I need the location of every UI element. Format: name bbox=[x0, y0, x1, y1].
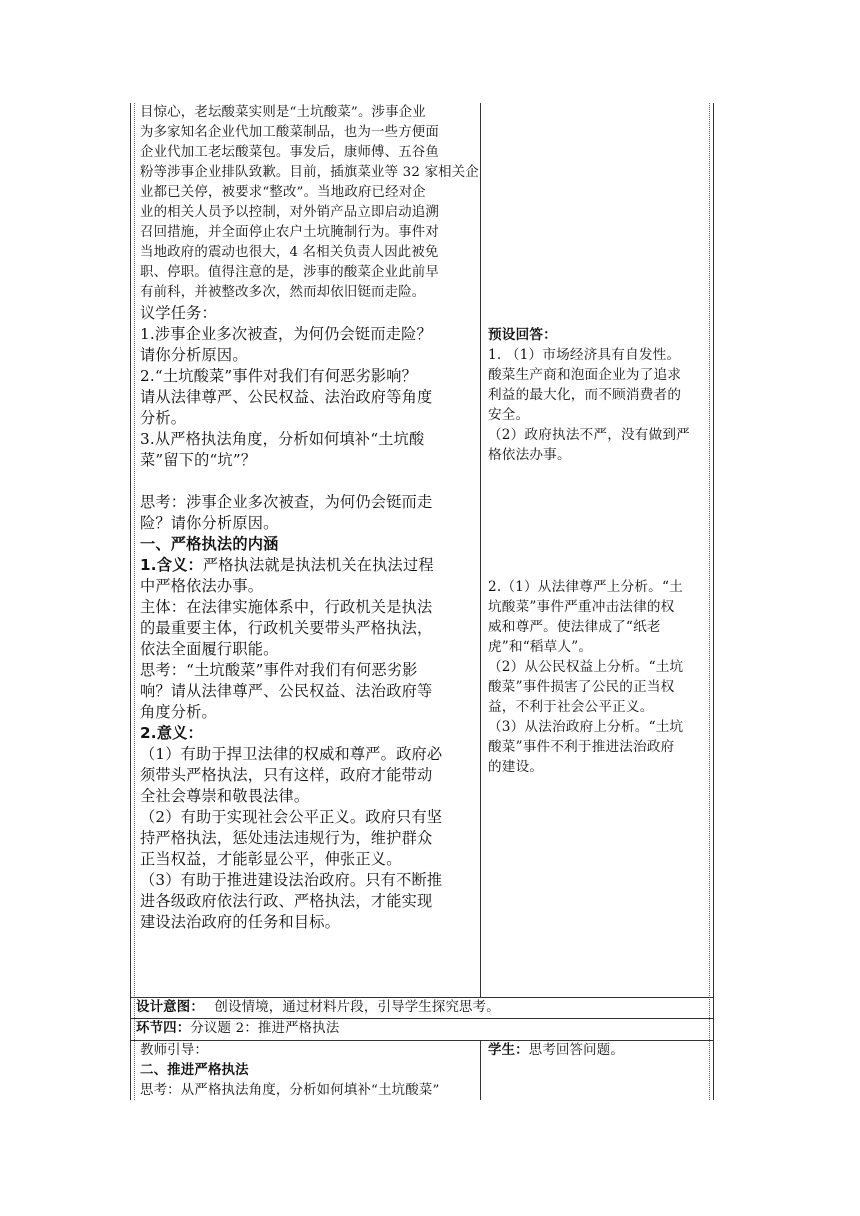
blank-line bbox=[140, 471, 484, 492]
definition bbox=[140, 555, 484, 576]
think-question-1-cont: 险？请你分析原因。 bbox=[140, 514, 279, 532]
answer-line: 酸菜生产商和泡面企业为了追求 bbox=[488, 367, 682, 383]
task-2-cont: 分析。 bbox=[140, 409, 187, 427]
answer-line: 2.（1）从法律尊严上分析。“土 bbox=[488, 579, 683, 595]
answer-line: 坑酸菜”事件严重冲击法律的权 bbox=[488, 599, 675, 615]
answer-line: 安全。 bbox=[488, 407, 530, 423]
significance-1: （1）有助于捍卫法律的权威和尊严。政府必 bbox=[140, 745, 443, 763]
stage-4-text: 分议题 2：推进严格执法 bbox=[190, 1021, 340, 1036]
preset-answer-1 bbox=[488, 325, 710, 465]
stage-4-label: 环节四： bbox=[136, 1021, 191, 1036]
answer-line: 的建设。 bbox=[488, 759, 544, 775]
answer-line: 酸菜”事件损害了公民的正当权 bbox=[488, 679, 675, 695]
student-text: 思考回答问题。 bbox=[528, 1043, 624, 1058]
teacher-guide-label: 教师引导： bbox=[140, 1043, 208, 1058]
table-border-right bbox=[713, 103, 714, 1100]
task-1: 1.涉事企业多次被查，为何仍会铤而走险？ bbox=[140, 325, 432, 343]
tasks-heading: 议学任务： bbox=[140, 304, 217, 322]
significance-3-cont: 进各级政府依法行政、严格执法，才能实现 bbox=[140, 892, 433, 910]
material-line: 目惊心，老坛酸菜实则是“土坑酸菜”。涉事企业 bbox=[140, 105, 426, 120]
definition-text: 严格执法就是执法机关在执法过程 bbox=[202, 556, 434, 574]
section-1-title: 一、严格执法的内涵 bbox=[140, 535, 279, 553]
student-label: 学生： bbox=[488, 1043, 529, 1058]
stage-4-row bbox=[136, 1019, 706, 1039]
answers-heading: 预设回答： bbox=[488, 327, 557, 343]
answer-line: 威和尊严。使法律成了“纸老 bbox=[488, 619, 661, 635]
student-activity bbox=[488, 1041, 710, 1061]
answer-line: 格依法办事。 bbox=[488, 447, 571, 463]
material-line: 为多家知名企业代加工酸菜制品，也为一些方便面 bbox=[140, 125, 439, 140]
task-3: 3.从严格执法角度，分析如何填补“土坑酸 bbox=[140, 430, 425, 448]
material-line: 职、停职。值得注意的是，涉事的酸菜企业此前早 bbox=[140, 265, 439, 280]
significance-1-cont: 须带头严格执法，只有这样，政府才能带动 bbox=[140, 766, 433, 784]
material-line: 粉等涉事企业排队致歉。目前，插旗菜业等 32 家相关企 bbox=[140, 165, 479, 180]
task-1-cont: 请你分析原因。 bbox=[140, 346, 248, 364]
subject-text: 的最重要主体，行政机关要带头严格执法， bbox=[140, 619, 433, 637]
answer-line: （3）从法治政府上分析。“土坑 bbox=[488, 719, 684, 735]
task-2-cont: 请从法律尊严、公民权益、法治政府等角度 bbox=[140, 388, 433, 406]
answer-line: （2）从公民权益上分析。“土坑 bbox=[488, 659, 684, 675]
significance-label: 2.意义： bbox=[140, 724, 203, 742]
significance-3-cont: 建设法治政府的任务和目标。 bbox=[140, 913, 341, 931]
task-2: 2.“土坑酸菜”事件对我们有何恶劣影响？ bbox=[140, 367, 418, 385]
section-2-title: 二、推进严格执法 bbox=[140, 1063, 249, 1078]
teacher-guidance bbox=[140, 1041, 480, 1101]
material-line: 召回措施，并全面停止农户土坑腌制行为。事件对 bbox=[140, 225, 439, 240]
table-border-left-inner bbox=[134, 103, 135, 1100]
answer-line: （2）政府执法不严，没有做到严 bbox=[488, 427, 690, 443]
definition-label: 1.含义： bbox=[140, 556, 203, 574]
material-line: 企业代加工老坛酸菜包。事发后，康师傅、五谷鱼 bbox=[140, 145, 439, 160]
discussion-tasks bbox=[140, 303, 484, 933]
definition-cont: 中严格依法办事。 bbox=[140, 577, 264, 595]
answer-line: 益，不利于社会公平正义。 bbox=[488, 699, 654, 715]
answer-line: 酸菜”事件不利于推进法治政府 bbox=[488, 739, 675, 755]
task-3-cont: 菜”留下的“坑”？ bbox=[140, 451, 257, 469]
material-line: 有前科，并被整改多次，然而却依旧铤而走险。 bbox=[140, 285, 426, 300]
answer-line: 虎”和“稻草人”。 bbox=[488, 639, 593, 655]
subject-text: 主体：在法律实施体系中，行政机关是执法 bbox=[140, 598, 433, 616]
column-divider-lower bbox=[480, 1040, 481, 1100]
think-question-2: 思考：“土坑酸菜”事件对我们有何恶劣影 bbox=[140, 661, 418, 679]
preset-answer-2 bbox=[488, 577, 710, 777]
significance-3: （3）有助于推进建设法治政府。只有不断推 bbox=[140, 871, 443, 889]
answer-line: 1. （1）市场经济具有自发性。 bbox=[488, 347, 681, 363]
significance-2-cont: 正当权益，才能彰显公平，伸张正义。 bbox=[140, 850, 402, 868]
think-question-1: 思考：涉事企业多次被查，为何仍会铤而走 bbox=[140, 493, 433, 511]
table-border-left bbox=[130, 103, 131, 1100]
design-intent-label: 设计意图： bbox=[136, 1000, 204, 1015]
design-intent-text: 创设情境，通过材料片段，引导学生探究思考。 bbox=[214, 1000, 500, 1015]
material-line: 当地政府的震动也很大，4 名相关负责人因此被免 bbox=[140, 245, 439, 260]
think-question-2-cont: 响？请从法律尊严、公民权益、法治政府等 bbox=[140, 682, 433, 700]
subject-text: 依法全面履行职能。 bbox=[140, 640, 279, 658]
significance-2: （2）有助于实现社会公平正义。政府只有坚 bbox=[140, 808, 443, 826]
lesson-plan-table bbox=[130, 103, 714, 1100]
teacher-think: 思考：从严格执法角度，分析如何填补“土坑酸菜” bbox=[140, 1083, 440, 1098]
significance-1-cont: 全社会尊崇和敬畏法律。 bbox=[140, 787, 310, 805]
design-intent-row bbox=[136, 998, 706, 1018]
significance-2-cont: 持严格执法，惩处违法违规行为，维护群众 bbox=[140, 829, 433, 847]
think-question-2-cont: 角度分析。 bbox=[140, 703, 217, 721]
material-line: 业的相关人员予以控制，对外销产品立即启动追溯 bbox=[140, 205, 439, 220]
material-paragraph bbox=[140, 103, 484, 303]
material-line: 业都已关停，被要求“整改”。当地政府已经对企 bbox=[140, 185, 426, 200]
answer-line: 利益的最大化，而不顾消费者的 bbox=[488, 387, 682, 403]
